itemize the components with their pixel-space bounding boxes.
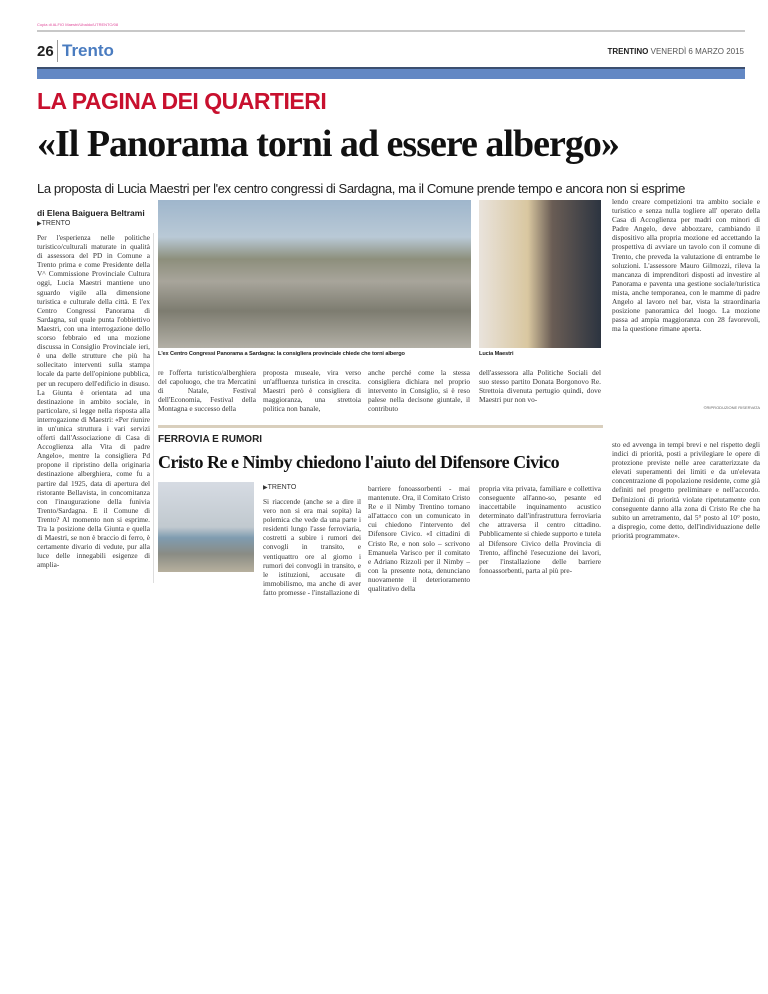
article-column-6: lendo creare competizioni tra ambito sociale e turistico e senza nulla togliere all' operato della Casa di Accoglienza per madri con minori di Padre Angelo, deve abbozzare, cambiando il dispositivo alla propria mozione ed accettando la prospettiva di avviare un tavolo con il comune di Trento, che preveda la valutazione di entrambe le soluzioni. L'assessore Mauro Gilmozzi, rileva la mancanza di imprenditori disposti ad investire al Panorama e paventa una gestione sociale/turistica mista, anche temporanea, con le mamme di padre Angelo al lavoro nel bar, vista la straordinaria posizione panoramica del luogo. La mozione passa ad ampia maggioranza con 28 favorevoli, ma la questione rimane aperta. <box>612 197 760 334</box>
page-number: 26 <box>37 43 54 60</box>
photo-caption: L'ex Centro Congressi Panorama a Sardagna: la consigliera provinciale chiede che torni albergo <box>158 351 405 357</box>
article-column-5: dell'assessora alla Politiche Sociali del suo stesso partito Donata Borgonovo Re. Strettoia divenuta pertugio quindi, dove Maestri pur non vo- <box>479 368 601 405</box>
article-column-1: Per l'esperienza nelle politiche turistico/culturali maturate in qualità di assessora del PD in Comune a Trento prima e come Presidente della V^ Commissione Provinciale Cultura oggi, Lucia Maestri mantiene uno sguardo vigile alla dimensione turistica e culturale della città. E l'ex Centro Congressi Panorama di Sardagna, sul quale punta l'obbiettivo Maestri, con una interrogazione dello scorso febbraio ed una mozione discussa in Consiglio Provinciale ieri, è una delle strutture che più ha sollecitato interventi sulla stampa locale da parte dell'opinione pubblica, per un recupero dell'edificio in disuso. La Giunta è orientata ad una destinazione in ambito sociale, in particolare, si legge nella risposta alla interrogazione di Maestri: «Per riunire in un'unica struttura i vari servizi offerti dall'Associazione di Casa di Accoglienza alla Vita di padre Angelo», mentre la consigliera Pd propone il ripristino della originaria destinazione alberghiera, come fu a partire dal 1925, data di apertura del ristorante Bellavista, in concomitanza con l'inaugurazione della funivia Trento/Sardagna. E il Comune di Trento? Al momento non si esprime. Tra la posizione della Giunta e quella di Maestri, se non è braccio di ferro, è certamente divario di vedute, pur alla luce delle innegabili esigenze di amplia- <box>37 233 150 570</box>
newspaper-name: TRENTINO <box>607 47 649 56</box>
article-column-2: re l'offerta turistico/alberghiera del capoluogo, che tra Mercatini di Natale, Festival dell'Economia, Festival della Montagna e successo della <box>158 368 256 414</box>
train-photo <box>158 482 254 572</box>
second-headline: Cristo Re e Nimby chiedono l'aiuto del Difensore Civico <box>158 452 560 472</box>
second-column-3: propria vita privata, familiare e collettiva conseguente all'anno-so, pesante ed inaccettabile inquinamento acustico determinato dall'infrastruttura ferroviaria che attraversa il centro cittadino. Pubblicamente si chiede supporto e tutela al Difensore Civico della Provincia di Trento, affinché l'esecuzione dei lavori, per l'installazione delle barriere fonoassorbenti, parta al più pre- <box>479 484 601 575</box>
divider <box>57 40 58 62</box>
section-title: Trento <box>62 41 114 60</box>
byline: di Elena Baiguera Beltrami <box>37 208 145 218</box>
second-column-1: Si riaccende (anche se a dire il vero non si era mai sopita) la polemica che vede da una parte i residenti lungo l'asse ferroviaria, costretti a subire i rumori dei convogli in transito, e ventiquattro ore al giorno i rumori dei convogli in transito, e le istituzioni, accusate di immobilismo, ma anche di aver fatto promesse - l'installazione di <box>263 497 361 597</box>
second-column-4: sto ed avvenga in tempi brevi e nel rispetto degli indici di priorità, posti a privilegiare le opere di protezione previste nelle aree caratterizzate da elevati superamenti dei limiti e da un'elevata concentrazione di popolazione residente, come già definiti nel progetto preliminare e nell'accordo. Definizioni di priorità violate ripetutamente con conseguente danno alla zona di Cristo Re che ha subito un arretramento, dal 5° posto al 10° posto, a dispregio, come detto, dell'individuazione delle priorità programmate». <box>612 440 760 540</box>
panorama-photo <box>158 200 471 348</box>
date: VENERDÌ 6 MARZO 2015 <box>650 47 744 56</box>
section-rule <box>158 425 603 428</box>
page-kicker: LA PAGINA DEI QUARTIERI <box>37 88 327 114</box>
second-kicker: FERROVIA E RUMORI <box>158 434 263 445</box>
headline: «Il Panorama torni ad essere albergo» <box>37 123 619 165</box>
copyright-note: ©RIPRODUZIONE RISERVATA <box>703 405 760 410</box>
second-column-2: barriere fonoassorbenti - mai mantenute. Ora, il Comitato Cristo Re e il Nimby Trentino tornano all'attacco con un comunicato in cui chiedono l'intervento del Difensore Civico. «I cittadini di Cristo Re, e non solo – scrivono Emanuela Varisco per il comitato e Adriano Rizzoli per il Nimby – con la presente nota, denunciano nuovamente il deterioramento qualitativo della <box>368 484 470 594</box>
article-column-4: anche perché come la stessa consigliera dichiara nel proprio intervento in Consiglio, si è reso palese nella decisone giuntale, il contributo <box>368 368 470 414</box>
second-location-tag: ▶ TRENTO <box>263 484 296 491</box>
column-divider <box>153 233 154 583</box>
print-info: Copia di ALFIO Maestri/Ubaldo/UTRENTO/08 <box>37 22 119 27</box>
article-column-3: proposta museale, vira verso un'affluenza turistica in crescita. Maestri però è consigliera di maggioranza, una strettoia politica non banale, <box>263 368 361 414</box>
location-tag: ▶ TRENTO <box>37 220 70 227</box>
portrait-photo <box>479 200 601 348</box>
section-bar <box>37 67 745 79</box>
top-rule <box>37 30 745 32</box>
portrait-caption: Lucia Maestri <box>479 351 514 357</box>
subtitle: La proposta di Lucia Maestri per l'ex centro congressi di Sardagna, ma il Comune prende tempo e ancora non si esprime <box>37 181 685 196</box>
masthead <box>608 47 745 56</box>
